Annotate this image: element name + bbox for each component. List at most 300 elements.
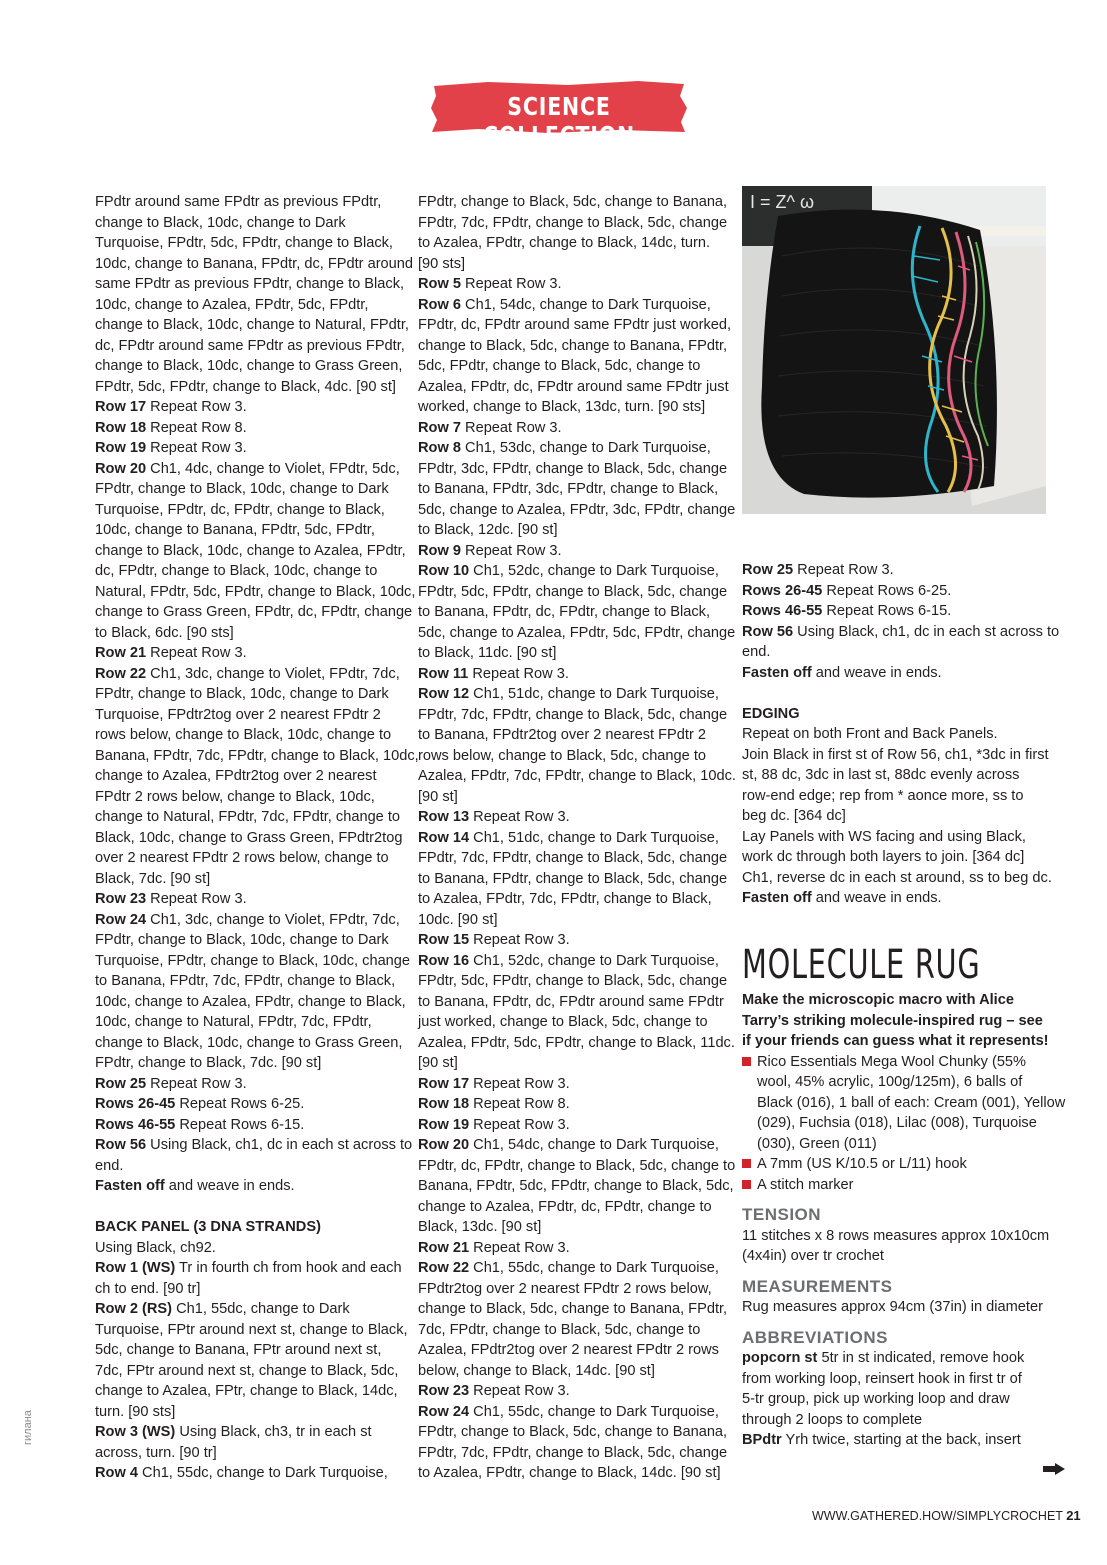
row-text: Repeat Row 3. bbox=[146, 399, 247, 415]
text-line bbox=[95, 1299, 405, 1320]
text-line bbox=[95, 315, 409, 336]
text-line bbox=[95, 602, 413, 623]
text-line bbox=[95, 582, 416, 603]
row-text: FPdtr, change to Black, 10dc, change to Dark bbox=[95, 932, 389, 948]
row-text: Azalea, FPdtr2tog over 2 nearest FPdtr 2 rows bbox=[418, 1342, 719, 1358]
side-label: гилана bbox=[22, 1410, 34, 1445]
text-line bbox=[418, 1238, 728, 1259]
row-label: Row 24 bbox=[95, 911, 147, 928]
row-text: FPdtr, 7dc, FPdtr, change to Black, 5dc, change bbox=[418, 850, 728, 866]
text-line bbox=[95, 1443, 405, 1464]
text-line bbox=[742, 601, 1052, 622]
text-line bbox=[95, 807, 405, 828]
text-line bbox=[418, 1074, 728, 1095]
text-line bbox=[418, 459, 728, 480]
text-line bbox=[418, 1156, 736, 1177]
text-line bbox=[418, 561, 728, 582]
row-text: FPdtr, change to Black, 5dc, change to Banana, bbox=[418, 194, 728, 210]
row-text: Turquoise, FPdtr, 5dc, FPdtr, change to Black, bbox=[95, 235, 393, 251]
text-line bbox=[418, 930, 728, 951]
abbreviations-heading: ABBREVIATIONS bbox=[742, 1327, 888, 1347]
bullet-icon bbox=[742, 1057, 751, 1066]
text-line bbox=[418, 192, 728, 213]
row-text: and weave in ends. bbox=[811, 664, 942, 681]
intro-line: if your friends can guess what it represents! bbox=[742, 1033, 1049, 1049]
text-line bbox=[418, 1053, 728, 1074]
row-text: [90 sts] bbox=[418, 255, 466, 272]
row-label: BPdtr bbox=[742, 1432, 782, 1448]
row-text: Ch1, 55dc, change to Dark Turquoise, bbox=[137, 1465, 388, 1481]
row-text: to Banana, FPdtr2tog over 2 nearest FPdtr 2 bbox=[418, 727, 706, 743]
row-text: Ch1, 4dc, change to Violet, FPdtr, 5dc, bbox=[146, 460, 400, 477]
row-text: change to Grass Green, FPdtr, dc, FPdtr, change bbox=[95, 604, 413, 620]
row-label: Fasten off bbox=[742, 890, 812, 906]
text-line bbox=[418, 397, 728, 418]
rug-materials-list bbox=[742, 1052, 1066, 1196]
text-line bbox=[418, 1299, 728, 1320]
row-text: 5dc, FPdtr, change to Black, 5dc, change to bbox=[418, 358, 701, 374]
tension-line: 11 stitches x 8 rows measures approx 10x10cm bbox=[742, 1227, 1050, 1244]
row-text: Ch1, 51dc, change to Dark Turquoise, bbox=[469, 686, 719, 702]
row-label: Row 20 bbox=[418, 1137, 470, 1153]
text-line bbox=[95, 910, 405, 931]
text-line bbox=[95, 356, 405, 377]
row-text: change to Black, 10dc, change to Azalea, FPdtr, bbox=[95, 542, 406, 559]
material-text: Rico Essentials Mega Wool Chunky (55% bbox=[757, 1053, 1027, 1070]
row-text: Repeat Rows 6-15. bbox=[822, 603, 952, 619]
row-text: Tr in fourth ch from hook and each bbox=[175, 1260, 402, 1276]
row-text: [90 st] bbox=[418, 1055, 458, 1071]
text-line bbox=[418, 377, 728, 398]
row-text: FPdtr 2 rows below, change to Black, 10dc, bbox=[95, 788, 375, 805]
row-label: Row 20 bbox=[95, 460, 147, 477]
text-line bbox=[418, 869, 728, 890]
row-text: FPdtr, change to Black, 10dc, change to Dark bbox=[95, 481, 389, 497]
row-text: over 2 nearest FPdtr 2 rows below, change to bbox=[95, 850, 389, 866]
text-line bbox=[95, 828, 405, 849]
row-label: popcorn st bbox=[742, 1350, 818, 1366]
text-line bbox=[418, 746, 728, 767]
row-label: Row 17 bbox=[418, 1075, 470, 1092]
row-text: change to Natural, FPdtr, 7dc, FPdtr, change to bbox=[95, 809, 401, 825]
row-text: 5dc, change to Azalea, FPdtr, 5dc, FPdtr, change bbox=[418, 624, 736, 641]
row-text: to Black, 11dc. [90 st] bbox=[418, 645, 557, 661]
row-label: Row 5 bbox=[418, 276, 461, 292]
text-line bbox=[418, 971, 728, 992]
text-line bbox=[418, 684, 728, 705]
row-text: 10dc, change to Azalea, FPdtr, 5dc, FPdtr, bbox=[95, 296, 369, 313]
row-text: change to Black, 10dc, change to Grass Green, bbox=[95, 358, 403, 374]
row-text: FPdtr, change to Black, 7dc. [90 st] bbox=[95, 1055, 322, 1071]
row-text: Repeat Row 3. bbox=[469, 1383, 570, 1399]
row-text: FPdtr, 7dc, FPdtr, change to Black, 5dc, change bbox=[418, 214, 728, 231]
text-line bbox=[95, 664, 405, 685]
text-line bbox=[95, 418, 405, 439]
row-text: Repeat Row 3. bbox=[460, 276, 562, 292]
text-line bbox=[418, 1422, 728, 1443]
row-text: change to Azalea, FPdtr, dc, FPdtr, change to bbox=[418, 1198, 712, 1215]
text-line bbox=[95, 254, 414, 275]
row-text: Repeat Row 8. bbox=[146, 419, 247, 436]
row-text: turn. [90 sts] bbox=[95, 1403, 176, 1420]
row-text: FPdtr, 5dc, FPdtr, change to Black, 5dc, change bbox=[418, 973, 728, 989]
text-line bbox=[742, 642, 1052, 663]
text-line bbox=[95, 1361, 405, 1382]
text-line bbox=[95, 1156, 405, 1177]
row-text: st, 88 dc, 3dc in last st, 88dc evenly across bbox=[742, 767, 1020, 783]
text-line bbox=[95, 213, 405, 234]
row-label: Row 3 (WS) bbox=[95, 1424, 176, 1440]
row-label: Row 23 bbox=[95, 891, 147, 907]
row-label: Row 21 bbox=[418, 1239, 470, 1256]
row-text: end. bbox=[742, 644, 771, 660]
text-line bbox=[95, 1258, 405, 1279]
material-text: A 7mm (US K/10.5 or L/11) hook bbox=[757, 1156, 967, 1172]
row-label: Row 12 bbox=[418, 686, 470, 702]
intro-line: Make the microscopic macro with Alice bbox=[742, 992, 1014, 1008]
text-line bbox=[742, 1369, 1062, 1390]
material-line bbox=[742, 1052, 1062, 1073]
text-line bbox=[95, 623, 405, 644]
text-line bbox=[418, 643, 728, 664]
row-text: same FPdtr as previous FPdtr, change to Black, bbox=[95, 276, 405, 292]
row-text: and weave in ends. bbox=[811, 890, 942, 906]
row-text: Join Black in first st of Row 56, ch1, *3dc in first bbox=[742, 746, 1049, 763]
row-text: from working loop, reinsert hook in first tr of bbox=[742, 1370, 1022, 1387]
section-banner bbox=[428, 78, 690, 150]
text-line bbox=[418, 848, 728, 869]
row-text: change to Black, 10dc, change to Natural, FPdtr, bbox=[95, 317, 409, 333]
row-label: Row 2 (RS) bbox=[95, 1301, 173, 1317]
material-line bbox=[742, 1134, 1062, 1155]
row-text: 10dc. [90 st] bbox=[418, 911, 498, 928]
material-line bbox=[742, 1093, 1066, 1114]
text-line bbox=[418, 1176, 734, 1197]
row-label: Row 14 bbox=[418, 829, 470, 846]
material-text: (030), Green (011) bbox=[757, 1135, 877, 1152]
row-text: Ch1, 55dc, change to Dark Turquoise, bbox=[469, 1403, 719, 1420]
text-line bbox=[418, 787, 728, 808]
row-label: Fasten off bbox=[95, 1178, 165, 1194]
text-line bbox=[95, 746, 419, 767]
row-text: FPdtr, change to Black, 10dc, change to Dark bbox=[95, 686, 389, 702]
row-label: Fasten off bbox=[742, 664, 812, 681]
row-text: Repeat Row 3. bbox=[146, 645, 247, 661]
row-text: 5-tr group, pick up working loop and draw bbox=[742, 1391, 1010, 1407]
row-text: Repeat Row 3. bbox=[469, 932, 570, 948]
text-line bbox=[742, 1389, 1062, 1410]
row-text: rows below, change to Black, 5dc, change to bbox=[418, 747, 706, 764]
text-line bbox=[418, 1402, 728, 1423]
row-label: Row 22 bbox=[418, 1260, 470, 1276]
row-text: change to Black, 5dc, change to Banana, FPdtr, bbox=[418, 1301, 728, 1317]
tension-text bbox=[742, 1226, 1062, 1267]
row-label: Row 21 bbox=[95, 645, 147, 661]
cushion-photo bbox=[742, 186, 1046, 514]
bullet-icon bbox=[742, 1159, 751, 1168]
text-line bbox=[418, 1463, 728, 1484]
row-text: Ch1, 55dc, change to Dark Turquoise, bbox=[469, 1260, 719, 1276]
text-line bbox=[95, 336, 405, 357]
text-line bbox=[742, 806, 1052, 827]
text-line bbox=[742, 581, 1052, 602]
row-text: row-end edge; rep from * aonce more, ss to bbox=[742, 787, 1024, 804]
text-line bbox=[95, 459, 405, 480]
row-label: Rows 46-55 bbox=[95, 1116, 176, 1133]
row-text: Ch1, reverse dc in each st around, ss to beg dc. bbox=[742, 869, 1052, 886]
text-line bbox=[95, 1033, 405, 1054]
row-label: Row 56 bbox=[742, 623, 794, 640]
row-text: worked, change to Black, 13dc, turn. [90 sts] bbox=[418, 399, 706, 415]
row-text: Ch1, 54dc, change to Dark Turquoise, bbox=[469, 1137, 719, 1153]
text-line bbox=[95, 951, 411, 972]
row-text: Ch1, 52dc, change to Dark Turquoise, bbox=[469, 563, 719, 579]
row-text: ch to end. [90 tr] bbox=[95, 1280, 201, 1297]
text-line bbox=[418, 213, 728, 234]
text-line bbox=[742, 786, 1052, 807]
row-text: Ch1, 3dc, change to Violet, FPdtr, 7dc, bbox=[146, 911, 400, 928]
row-label: Row 22 bbox=[95, 665, 147, 682]
text-line bbox=[95, 1402, 405, 1423]
row-label: Rows 46-55 bbox=[742, 603, 823, 619]
bullet-icon bbox=[742, 1180, 751, 1189]
row-label: Row 6 bbox=[418, 296, 461, 313]
text-line bbox=[418, 1217, 728, 1238]
row-text: FPdtr, 3dc, FPdtr, change to Black, 5dc, change bbox=[418, 460, 728, 477]
row-text: Repeat Row 3. bbox=[146, 891, 247, 907]
row-text: 10dc, change to Banana, FPdtr, 5dc, FPdtr, bbox=[95, 522, 375, 538]
text-line bbox=[95, 930, 405, 951]
row-label: Row 18 bbox=[95, 419, 147, 436]
row-text: FPdtr around same FPdtr as previous FPdtr, bbox=[95, 194, 382, 210]
text-line bbox=[95, 684, 405, 705]
row-text: [90 st] bbox=[418, 788, 458, 805]
measurements-heading: MEASUREMENTS bbox=[742, 1276, 893, 1296]
text-line bbox=[95, 1053, 405, 1074]
measurements-text: Rug measures approx 94cm (37in) in diameter bbox=[742, 1299, 1043, 1315]
row-text: Using Black, ch1, dc in each st across to bbox=[146, 1137, 413, 1153]
row-text: Azalea, FPdtr, 7dc, FPdtr, change to Black, 10dc. bbox=[418, 768, 736, 784]
row-text: Ch1, 53dc, change to Dark Turquoise, bbox=[460, 440, 711, 456]
row-label: Row 23 bbox=[418, 1383, 470, 1399]
text-line bbox=[418, 233, 728, 254]
row-text: Ch1, 52dc, change to Dark Turquoise, bbox=[469, 952, 719, 969]
row-text: FPdtr2tog over 2 nearest FPdtr 2 rows below, bbox=[418, 1280, 712, 1297]
text-line bbox=[95, 1279, 405, 1300]
text-line bbox=[418, 664, 728, 685]
row-text: Using Black, ch92. bbox=[95, 1239, 216, 1256]
text-line bbox=[418, 479, 728, 500]
row-label: Row 24 bbox=[418, 1403, 470, 1420]
row-text: dc, FPdtr around same FPdtr as previous FPdtr, bbox=[95, 337, 405, 354]
text-line bbox=[95, 848, 405, 869]
row-label: Row 7 bbox=[418, 419, 461, 436]
row-text: end. bbox=[95, 1157, 124, 1174]
text-line bbox=[95, 1176, 405, 1197]
text-line bbox=[95, 643, 405, 664]
row-text: 7dc, FPtr around next st, change to Black, 5dc, bbox=[95, 1362, 399, 1379]
text-line bbox=[418, 1258, 728, 1279]
text-line bbox=[418, 889, 728, 910]
row-text: change to Black, 10dc, change to Dark bbox=[95, 214, 346, 231]
row-label: Row 11 bbox=[418, 665, 469, 682]
rug-title: MOLECULE RUG bbox=[742, 942, 981, 988]
row-text: FPdtr, change to Black, 5dc, change to Banana, bbox=[418, 1424, 728, 1440]
text-line bbox=[742, 765, 1052, 786]
row-text: just worked, change to Black, 5dc, change to bbox=[418, 1014, 708, 1030]
text-line bbox=[95, 766, 405, 787]
material-line bbox=[742, 1072, 1062, 1093]
material-text: A stitch marker bbox=[757, 1176, 854, 1193]
row-text: to Banana, FPdtr, 3dc, FPdtr, change to Black, bbox=[418, 481, 719, 497]
row-text: FPdtr, 7dc, FPdtr, change to Black, 5dc, change bbox=[418, 706, 728, 723]
row-text: through 2 loops to complete bbox=[742, 1411, 923, 1428]
text-line bbox=[418, 725, 728, 746]
text-line bbox=[418, 1279, 728, 1300]
row-text: Ch1, 55dc, change to Dark bbox=[172, 1301, 350, 1317]
row-text: Black, 7dc. [90 st] bbox=[95, 870, 211, 887]
text-line bbox=[418, 500, 736, 521]
row-text: Black, 13dc. [90 st] bbox=[418, 1219, 542, 1235]
row-text: FPdtr, 5dc, FPdtr, change to Black, 4dc. [90 st] bbox=[95, 378, 396, 395]
text-line bbox=[418, 438, 728, 459]
row-label: Row 18 bbox=[418, 1096, 470, 1112]
page-number: 21 bbox=[1066, 1508, 1081, 1523]
row-text: Turquoise, FPdtr, dc, FPdtr, change to Black, bbox=[95, 501, 385, 518]
text-line bbox=[742, 868, 1052, 889]
row-label: Row 8 bbox=[418, 440, 461, 456]
row-text: Repeat Rows 6-15. bbox=[175, 1116, 305, 1133]
row-text: Using Black, ch3, tr in each st bbox=[175, 1424, 372, 1440]
text-line bbox=[418, 623, 736, 644]
row-text: Repeat Row 8. bbox=[469, 1096, 570, 1112]
row-text: Repeat Rows 6-25. bbox=[822, 582, 952, 599]
row-text: 10dc, change to Natural, FPdtr, 7dc, FPdtr, bbox=[95, 1014, 372, 1030]
row-text: Repeat Row 3. bbox=[146, 440, 247, 456]
text-line bbox=[418, 602, 728, 623]
row-text: to Banana, FPdtr, dc, FPdtr around same FPdtr bbox=[418, 993, 724, 1010]
row-text: to Banana, FPdtr, dc, FPdtr, change to Black, bbox=[418, 604, 711, 620]
column-left bbox=[95, 192, 419, 1484]
row-text: Repeat Row 3. bbox=[469, 1116, 570, 1133]
banner-title: SCIENCE COLLECTION bbox=[482, 92, 636, 150]
row-text: Repeat Row 3. bbox=[460, 419, 562, 436]
row-text: below, change to Black, 14dc. [90 st] bbox=[418, 1362, 655, 1379]
text-line bbox=[95, 1381, 405, 1402]
text-line bbox=[742, 622, 1060, 643]
row-text: 7dc, FPdtr, change to Black, 5dc, change to bbox=[418, 1321, 701, 1338]
intro-line: Tarry’s striking molecule-inspired rug – see bbox=[742, 1012, 1043, 1029]
row-label: EDGING bbox=[742, 705, 800, 722]
row-text: Ch1, 54dc, change to Dark Turquoise, bbox=[460, 296, 711, 313]
text-line bbox=[95, 1012, 405, 1033]
text-line bbox=[742, 560, 1052, 581]
row-text: across, turn. [90 tr] bbox=[95, 1444, 217, 1461]
text-line bbox=[742, 704, 1052, 725]
text-line bbox=[95, 541, 405, 562]
text-line bbox=[95, 295, 405, 316]
row-label: Row 16 bbox=[418, 952, 470, 969]
text-line bbox=[95, 561, 405, 582]
text-line bbox=[418, 1115, 728, 1136]
row-text: beg dc. [364 dc] bbox=[742, 808, 846, 824]
text-line bbox=[742, 888, 1052, 909]
text-line bbox=[95, 1094, 405, 1115]
text-line bbox=[95, 971, 405, 992]
column-right bbox=[742, 560, 1060, 909]
row-text: Yrh twice, starting at the back, insert bbox=[781, 1432, 1021, 1448]
text-line bbox=[95, 377, 405, 398]
row-text: 10dc, change to Azalea, FPdtr, change to Black, bbox=[95, 993, 406, 1010]
text-line bbox=[95, 1320, 408, 1341]
text-line bbox=[418, 1361, 728, 1382]
row-label: Row 4 bbox=[95, 1465, 138, 1481]
row-text: Repeat Row 3. bbox=[469, 809, 570, 825]
row-text: to Azalea, FPdtr, change to Black, 14dc, turn. bbox=[418, 235, 711, 251]
text-line bbox=[95, 520, 405, 541]
text-line bbox=[742, 1348, 1062, 1369]
row-text: 10dc, change to Banana, FPdtr, dc, FPdtr around bbox=[95, 255, 414, 272]
row-label: Row 25 bbox=[95, 1075, 147, 1092]
row-text: FPdtr, 7dc, FPdtr, change to Black, 5dc, change bbox=[418, 1444, 728, 1461]
row-text: to Black, 6dc. [90 sts] bbox=[95, 624, 234, 641]
abbreviations-list bbox=[742, 1348, 1062, 1451]
text-line bbox=[95, 192, 405, 213]
row-text: 5dc, change to Azalea, FPdtr, 3dc, FPdtr, change bbox=[418, 501, 736, 518]
row-label: Rows 26-45 bbox=[95, 1096, 176, 1112]
row-text: Repeat Row 3. bbox=[468, 665, 569, 682]
text-line bbox=[418, 356, 728, 377]
row-text: Repeat Row 3. bbox=[793, 562, 894, 578]
page-footer bbox=[812, 1508, 1081, 1523]
text-line bbox=[742, 847, 1052, 868]
row-text: Black, 10dc, change to Grass Green, FPdtr2tog bbox=[95, 829, 403, 846]
row-text: work dc through both layers to join. [364 dc] bbox=[742, 849, 1025, 865]
spacer bbox=[95, 1197, 405, 1218]
text-line bbox=[742, 827, 1052, 848]
text-line bbox=[95, 787, 405, 808]
spacer bbox=[742, 683, 1052, 704]
row-label: Row 1 (WS) bbox=[95, 1260, 176, 1276]
row-text: Repeat Row 3. bbox=[469, 1239, 570, 1256]
text-line bbox=[95, 233, 405, 254]
row-text: change to Azalea, FPtr, change to Black, 14dc, bbox=[95, 1383, 398, 1399]
text-line bbox=[742, 1430, 1062, 1451]
row-label: Row 25 bbox=[742, 562, 794, 578]
text-line bbox=[95, 500, 405, 521]
text-line bbox=[742, 663, 1052, 684]
row-text: Azalea, FPdtr, dc, FPdtr around same FPdtr just bbox=[418, 378, 729, 395]
text-line bbox=[95, 869, 405, 890]
column-middle bbox=[418, 192, 736, 1484]
continue-arrow-icon bbox=[1043, 1463, 1065, 1475]
rug-section bbox=[742, 990, 1066, 1451]
row-text: Azalea, FPdtr, 5dc, FPdtr, change to Black, 11dc. bbox=[418, 1034, 735, 1051]
text-line bbox=[95, 1463, 405, 1484]
material-line bbox=[742, 1113, 1062, 1134]
row-text: Banana, FPdtr, 5dc, FPdtr, change to Black, 5dc, bbox=[418, 1178, 734, 1194]
text-line bbox=[418, 418, 728, 439]
row-label: Rows 26-45 bbox=[742, 582, 823, 599]
row-text: Repeat on both Front and Back Panels. bbox=[742, 726, 998, 742]
text-line bbox=[742, 1410, 1062, 1431]
row-text: Repeat Rows 6-25. bbox=[175, 1096, 305, 1112]
rug-intro bbox=[742, 990, 1062, 1052]
tension-heading: TENSION bbox=[742, 1205, 822, 1224]
row-text: Lay Panels with WS facing and using Black, bbox=[742, 828, 1026, 845]
tension-line: (4x4in) over tr crochet bbox=[742, 1248, 884, 1264]
text-line bbox=[418, 315, 732, 336]
